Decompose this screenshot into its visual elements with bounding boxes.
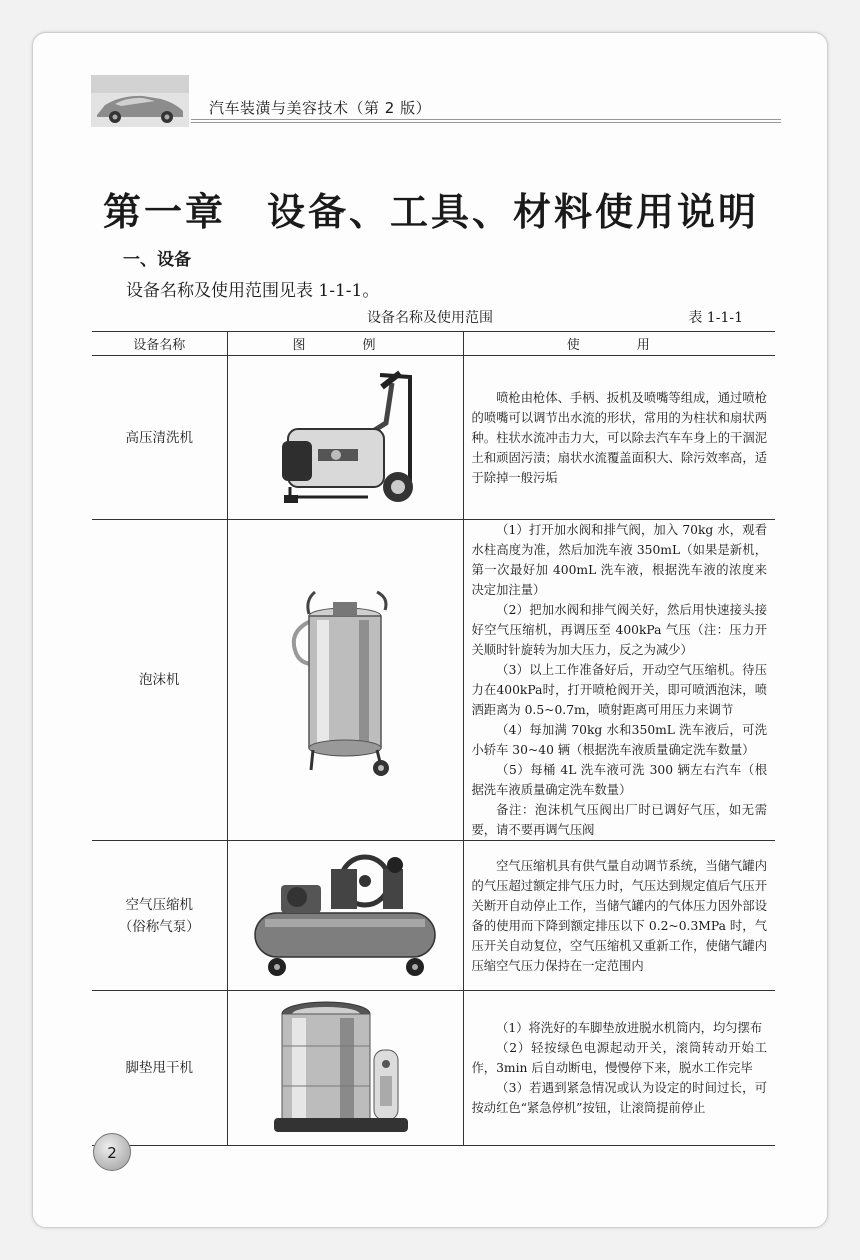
air-compressor-image <box>245 851 445 981</box>
usage-paragraph: （2）把加水阀和排气阀关好，然后用快速接头接好空气压缩机，再调压至 400kPa 气压（注：压力开关顺时针旋转为加大压力，反之为减少） <box>471 603 767 657</box>
running-header <box>91 75 781 127</box>
table-row <box>92 991 775 1146</box>
equipment-name: 泡沫机 <box>92 520 227 841</box>
table-header-row <box>92 332 775 356</box>
equipment-usage <box>463 991 775 1146</box>
equipment-name: 脚垫甩干机 <box>92 991 227 1146</box>
chapter-title: 第一章 设备、工具、材料使用说明 <box>102 189 759 234</box>
header-usage: 使 用 <box>463 332 775 356</box>
equipment-name: 高压清洗机 <box>92 356 227 520</box>
usage-paragraph: （2）轻按绿色电源起动开关，滚筒转动开始工作，3min 后自动断电，慢慢停下来，脱水工作完毕 <box>471 1041 767 1075</box>
usage-paragraph: （3）以上工作准备好后，开动空气压缩机。待压力在400kPa时，打开喷枪阀开关，即可喷洒泡沫，喷洒距离为 0.5~0.7m，喷射距离可用压力来调节 <box>471 663 767 717</box>
table-row <box>92 841 775 991</box>
table-number: 表 1-1-1 <box>688 310 743 326</box>
usage-paragraph: （4）每加满 70kg 水和350mL 洗车液后，可洗小轿车 30~40 辆（根据洗车液质量确定洗车数量） <box>471 723 767 757</box>
equipment-image-cell <box>227 841 463 991</box>
equipment-image-cell <box>227 356 463 520</box>
book-page <box>32 32 828 1228</box>
section-intro: 设备名称及使用范围见表 1-1-1。 <box>126 281 380 301</box>
equipment-alias: （俗称气泵） <box>118 918 200 935</box>
usage-paragraph: （3）若遇到紧急情况或认为设定的时间过长，可按动红色“紧急停机”按钮，让滚筒提前停止 <box>471 1081 767 1115</box>
equipment-usage <box>463 520 775 841</box>
car-header-image <box>91 75 189 127</box>
equipment-table <box>92 331 775 1146</box>
foam-machine-image <box>285 580 405 780</box>
usage-paragraph: （5）每桶 4L 洗车液可洗 300 辆左右汽车（根据洗车液质量确定洗车数量） <box>471 763 767 797</box>
equipment-usage <box>463 841 775 991</box>
section-heading: 一、设备 <box>123 250 191 270</box>
equipment-usage <box>463 356 775 520</box>
header-rule <box>191 119 781 125</box>
header-name: 设备名称 <box>92 332 227 356</box>
usage-paragraph: 空气压缩机具有供气量自动调节系统，当储气罐内的气压超过额定排气压力时，气压达到规定值后气压开关断开自动停止工作，当储气罐内的气体压力因外部设备的使用而下降到额定排压以下 0.2~0.3MPa 时，气压开关自动复位，空气压缩机又重新工作，使储气罐内压缩空气压力保持在一定范围内 <box>471 858 767 973</box>
table-row <box>92 356 775 520</box>
usage-paragraph: 喷枪由枪体、手柄、扳机及喷嘴等组成，通过喷枪的喷嘴可以调节出水流的形状，常用的为柱状和扇状两种。柱状水流冲击力大，可以除去汽车车身上的干涸泥土和顽固污渍；扇状水流覆盖面积大、除污效率高，适于除掉一般污垢 <box>471 390 767 485</box>
pressure-washer-image <box>260 363 430 513</box>
book-title: 汽车装潢与美容技术（第 2 版） <box>209 99 432 117</box>
usage-note: 备注：泡沫机气压阀出厂时已调好气压，如无需要，请不要再调气压阀 <box>471 803 767 837</box>
usage-paragraph: （1）打开加水阀和排气阀，加入 70kg 水，观看水柱高度为准，然后加洗车液 350mL（如果是新机，第一次最好加 400mL 洗车液，根据洗车液的浓度来决定加注量） <box>471 523 767 597</box>
header-image: 图 例 <box>227 332 463 356</box>
table-caption: 设备名称及使用范围 <box>367 310 493 326</box>
equipment-image-cell <box>227 991 463 1146</box>
equipment-name: 空气压缩机 <box>125 896 193 913</box>
equipment-name-cell <box>92 841 227 991</box>
table-row <box>92 520 775 841</box>
mat-dryer-image <box>270 996 420 1141</box>
page-number: 2 <box>93 1133 131 1171</box>
equipment-image-cell <box>227 520 463 841</box>
usage-paragraph: （1）将洗好的车脚垫放进脱水机筒内，均匀摆布 <box>496 1021 763 1035</box>
